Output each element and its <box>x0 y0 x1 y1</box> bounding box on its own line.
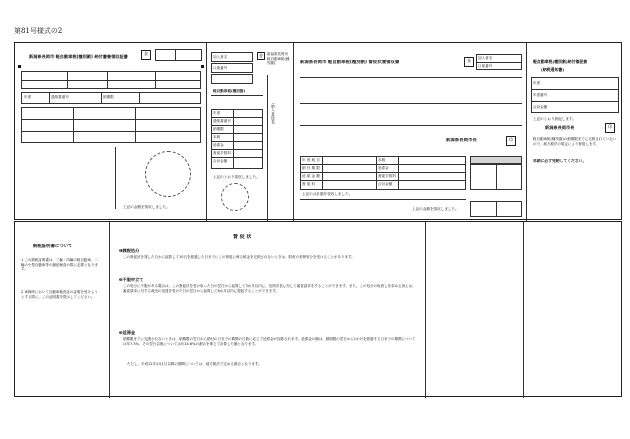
notice-body: 軽自動車税(種別割)の納期限までに完納されていないので、地方税法の規定により督促します。 <box>533 137 617 146</box>
stub-row-label: 合計金額 <box>213 159 228 163</box>
demand-summary-box <box>470 156 522 164</box>
demand-row-label: 督 促 料 <box>302 182 316 186</box>
receipt-stamp-area <box>145 151 191 197</box>
certificate-note-1: 1 この納税証明書は、三輪・四輪の軽自動車、二輪の小型自動車等の継続検査の際に必要となります。 <box>21 258 98 272</box>
taxpayer-notice <box>527 43 623 221</box>
tax-form-top-sheet <box>14 42 622 220</box>
stub-row-label: 年度 <box>213 111 221 115</box>
stub-row-label: 督促手数料 <box>213 151 231 155</box>
notice-field-label: 年度番号 <box>533 93 548 97</box>
stub-seal: 金 <box>259 53 263 58</box>
demand-receipt <box>294 43 526 221</box>
notice-stamp: 印 <box>605 123 615 133</box>
notice-subtitle: (納税通知書) <box>541 67 565 72</box>
demand-account-name-label: 加入者名 <box>478 56 493 60</box>
tax-form-bottom-sheet <box>14 221 622 397</box>
demand-col-header: 督促手数料 <box>378 174 396 178</box>
stub-row-label: 延滞金 <box>213 143 224 147</box>
stub-stamp-area <box>221 183 249 211</box>
payment-slip-footer: 上記の金額を領収しました。 <box>123 205 170 209</box>
section-appeal-text: この処分に不服がある場合は、この督促状を受け取った日の翌日から起算して3か月以内に、長岡市長に対して審査請求をすることができます。また、この処分の取消しを求める訴えは、審査請求に対する裁決の送達を受けた日の翌日から起算して6か月以内に提起することができます。 <box>123 284 416 293</box>
demand-bottom-note: 上記の金額を領収しました。 <box>412 207 459 211</box>
section-appeal: ❷不服申立て <box>119 277 144 282</box>
payment-slip-seal: 金 <box>141 50 151 60</box>
notice-warning: 早期に必ず完納してください。 <box>533 159 587 163</box>
notice-field-label: 合計金額 <box>533 105 548 109</box>
payment-slip-title: 新潟県長岡市 軽自動車税(種別割) 納付書兼領収証書 <box>29 54 128 59</box>
demand-notice-text <box>115 222 421 398</box>
stub-row-label: 本税 <box>213 135 221 139</box>
notice-lead: 上記のとおり督促します。 <box>533 117 576 121</box>
notice-field-label: 年度 <box>533 81 541 85</box>
demand-account-no-label: 口座番号 <box>478 64 493 68</box>
payment-slip-top-box <box>155 49 202 61</box>
stub-row-label: 納期限 <box>213 127 224 131</box>
section-late-fee-extra: ただし、平成12年1月1日以降の期間については、地方税法で定める割合となります。 <box>127 362 262 366</box>
section-disposition: ❶課税処分 <box>119 248 140 253</box>
section-late-fee-text: 納期限までに完納されないときは、納期限の翌日から納付の日までの期間の日数に応じて延滞金が加算されます。延滞金の額は、納期限の翌日から1か月を経過する日までの期間については年7.3%、その翌日以後については年14.6%の割合を乗じて計算した額となります。 <box>123 337 416 346</box>
stub-side-note: 新潟県長岡市 軽自動車税(種別割) <box>267 52 290 66</box>
certificate-notes <box>15 222 103 398</box>
demand-stamp: 印 <box>506 136 516 146</box>
certificate-note-2: 2 車検時において自動車検査証の証明を受けようとする際に、この証明書を提示してください。 <box>21 290 98 299</box>
stub-footer: 上記のとおり領収しました。 <box>213 175 260 179</box>
stub-name-label: 加入者名 <box>213 55 228 59</box>
amount-grid <box>21 107 201 143</box>
demand-col-header: 延滞金 <box>378 166 389 170</box>
demand-issuer: 新潟県長岡市長 <box>446 138 477 143</box>
receipt-stub <box>207 43 293 221</box>
stub-title: 軽自動車税(種別割) <box>213 89 246 93</box>
section-late-fee: ❸延滞金 <box>119 330 136 335</box>
demand-receipt-title: 新潟県長岡市 軽自動車税(種別割) 督促状兼領収書 <box>300 60 400 65</box>
demand-row-label: 納 付 期 限 <box>302 166 320 170</box>
notice-number-label: 通知書番号 <box>51 95 69 99</box>
notice-issuer: 新潟県長岡市長 <box>545 125 575 130</box>
demand-col-header: 合計金額 <box>378 182 393 186</box>
stub-account-label: 口座番号 <box>213 66 228 70</box>
certificate-notes-title: 納税証明書について <box>33 244 73 249</box>
corner-mark-icon <box>18 65 21 68</box>
demand-seal: 金 <box>464 57 474 67</box>
payment-slip <box>15 43 206 221</box>
stub-vertical-label: (納入者保管) <box>271 103 276 124</box>
demand-row-label: 延 滞 金 額 <box>302 174 320 178</box>
section-disposition-text: この督促状を発した日から起算して10日を経過した日までにこの督促に係る税金を完納されないときは、財産の差押処分を受けることがあります。 <box>123 255 355 259</box>
corner-mark-icon <box>201 65 204 68</box>
due-date-label: 納期限 <box>103 95 114 99</box>
document-label: 第81号様式の2 <box>14 27 63 35</box>
demand-notice-title: 督 促 状 <box>233 234 252 240</box>
demand-row-label: 年 度 税 目 <box>302 158 320 162</box>
year-label: 年度 <box>24 95 32 99</box>
demand-footer: 上記の合計額を領収しました。 <box>302 192 353 196</box>
stub-row-label: 通知書番号 <box>213 119 231 123</box>
demand-col-header: 本税 <box>378 158 386 162</box>
notice-title: 軽自動車税(種別割)納付催促兼 <box>533 59 588 64</box>
